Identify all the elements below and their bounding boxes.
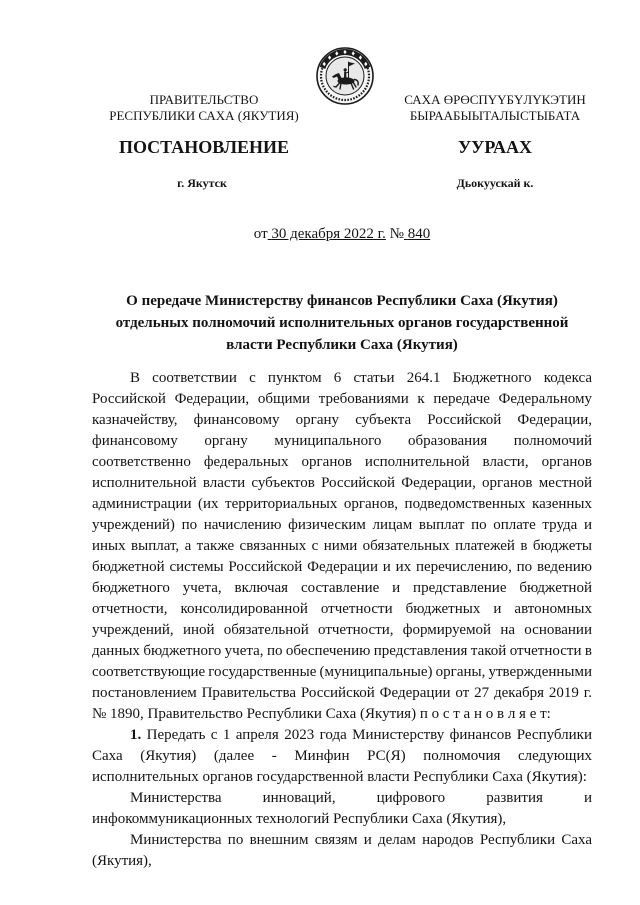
reference-date-underlined <box>268 226 386 242</box>
paragraph <box>92 830 592 872</box>
government-name-ru-line2: РЕСПУБЛИКИ САХА (ЯКУТИЯ) <box>109 108 299 123</box>
body-line <box>92 725 592 746</box>
body-line: Министерства инноваций, цифрового развития и <box>130 790 592 806</box>
title-line: О передаче Министерству финансов Республики Саха (Якутия) <box>126 293 558 309</box>
body-line: бюджетной системы Российской Федерации и их перечислению, по ведению <box>92 559 592 575</box>
reference-prefix: от <box>253 226 268 242</box>
coat-of-arms-icon <box>315 45 375 107</box>
document-reference <box>92 224 592 245</box>
body-line: Российской Федерации, общими требованиями к передаче Федеральному <box>92 391 592 407</box>
body-line: данных бюджетного учета, по обеспечению представления такой отчетности в <box>92 643 592 659</box>
place-ru: г. Якутск <box>177 176 227 190</box>
body-line: соответствующие государственные (муниципальные) органы, утвержденными <box>92 664 592 680</box>
body-line: исполнительной власти субъектов Российской Федерации, органов местной <box>92 475 592 491</box>
body-line: исполнительных органов государственной власти Республики Саха (Якутия): <box>92 769 587 785</box>
title-line: власти Республики Саха (Якутия) <box>226 337 458 353</box>
document-body <box>92 368 592 872</box>
document-type-sah: УУРААХ <box>457 137 533 157</box>
paragraph <box>92 368 592 725</box>
government-name-sah-line1: САХА ӨРӨСПҮҮБҮЛҮКЭТИН <box>404 92 586 107</box>
body-line: постановлением Правительства Российской Федерации от 27 декабря 2019 г. <box>92 685 592 701</box>
body-line: администрации (их территориальных органов, подведомственных казенных <box>92 496 592 512</box>
body-line: Министерства по внешним связям и делам народов Республики Саха <box>130 832 592 848</box>
government-name-sah <box>385 92 605 124</box>
body-line: бюджетного учета, включая составление и представление бюджетной <box>92 580 592 596</box>
reference-number-underlined <box>404 226 430 242</box>
body-line: отчетности, консолидированной отчетности бюджетных и автономных <box>92 601 592 617</box>
reference-date: 30 декабря 2022 г. <box>271 226 386 242</box>
body-line: иных выплат, а также связанных с ними обязательных платежей в бюджеты <box>92 538 592 554</box>
body-line: учреждений, иной обязательной отчетности, формируемой на основании <box>92 622 592 638</box>
body-line: (Якутия), <box>92 853 152 869</box>
clause-number: 1. <box>130 727 142 743</box>
body-line: соответственно федеральных органов исполнительной власти, органов <box>92 454 592 470</box>
document-title <box>92 290 592 356</box>
body-line-text: Передать с 1 апреля 2023 года Министерству финансов Республики <box>146 727 592 743</box>
document-type-ru: ПОСТАНОВЛЕНИЕ <box>118 137 290 157</box>
body-line: учреждений) по начислению физическим лицам выплат по оплате труда и <box>92 517 592 533</box>
body-line: казначейству, финансовому органу субъекта Российской Федерации, <box>92 412 592 428</box>
paragraph <box>92 725 592 788</box>
government-name-ru-line1: ПРАВИТЕЛЬСТВО <box>149 92 259 107</box>
body-line: В соответствии с пунктом 6 статьи 264.1 Бюджетного кодекса <box>130 370 592 386</box>
government-name-ru <box>94 92 314 124</box>
paragraph <box>92 788 592 830</box>
title-line: отдельных полномочий исполнительных органов государственной <box>115 315 569 331</box>
body-line: финансовому органу муниципального образования полномочий <box>92 433 592 449</box>
place-sah: Дьокуускай к. <box>456 176 534 190</box>
body-line: инфокоммуникационных технологий Республики Саха (Якутия), <box>92 811 507 827</box>
body-line: № 1890, Правительство Республики Саха (Якутия) п о с т а н о в л я е т: <box>92 706 551 722</box>
reference-number: 840 <box>407 226 431 242</box>
reference-number-sign: № <box>389 226 404 242</box>
government-name-sah-line2: БЫРААБЫЫТАЛЫСТЫБАТА <box>409 108 581 123</box>
body-line: Саха (Якутия) (далее - Минфин РС(Я) полномочия следующих <box>92 748 592 764</box>
